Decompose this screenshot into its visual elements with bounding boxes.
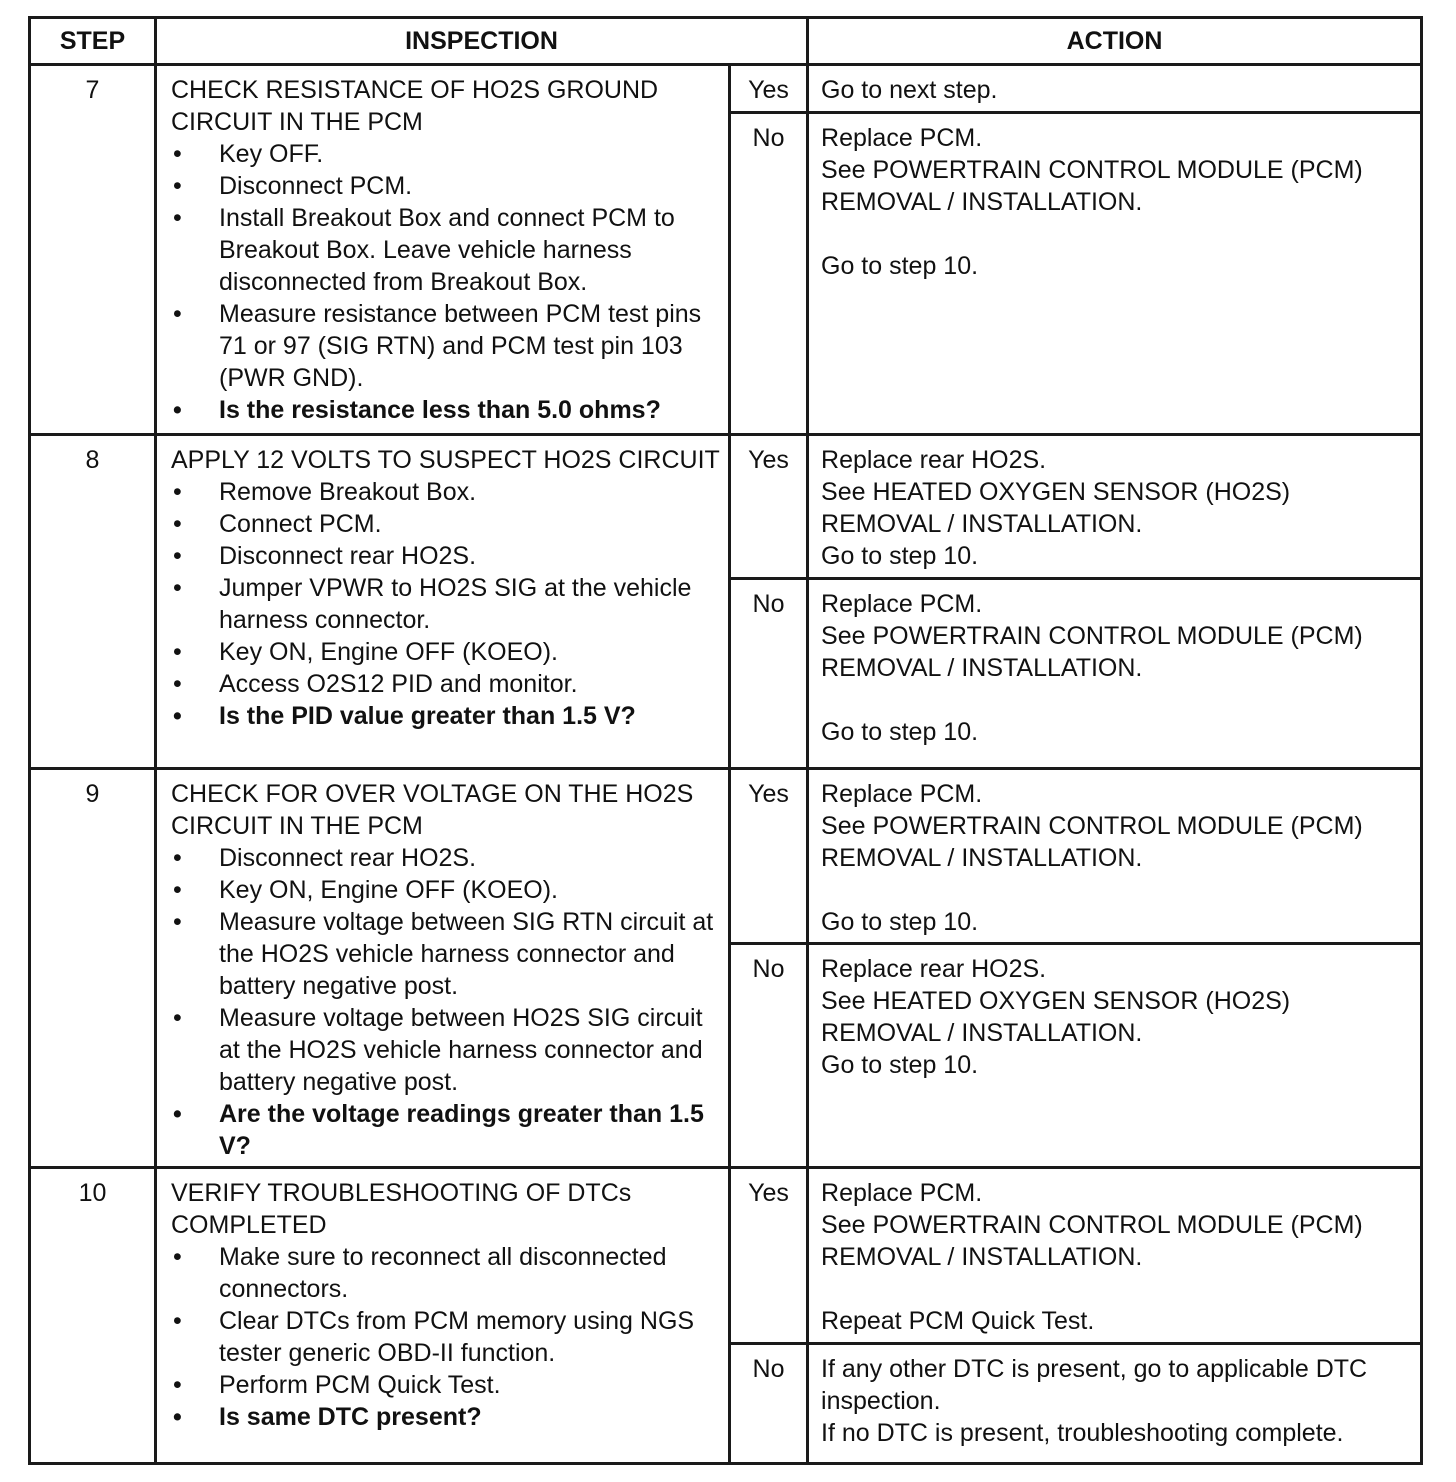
- header-inspection: INSPECTION: [156, 18, 808, 65]
- inspection-step: • Key OFF.: [171, 138, 720, 170]
- inspection-step: • Measure resistance between PCM test pins 71 or 97 (SIG RTN) and PCM test pin 103 (PWR GND).: [171, 298, 720, 394]
- action-line: See POWERTRAIN CONTROL MODULE (PCM): [821, 1211, 1363, 1239]
- action-line: Replace rear HO2S.: [821, 446, 1047, 474]
- inspection-cell: [156, 769, 730, 1168]
- no-label: No: [730, 579, 808, 769]
- step-number: 8: [30, 435, 156, 769]
- table-body: [30, 65, 1422, 1464]
- action-line: Replace PCM.: [821, 590, 983, 618]
- no-action: [808, 113, 1422, 435]
- no-label: No: [730, 113, 808, 435]
- inspection-title: APPLY 12 VOLTS TO SUSPECT HO2S CIRCUIT: [171, 446, 720, 474]
- action-line: Replace rear HO2S.: [821, 955, 1047, 983]
- action-line: See HEATED OXYGEN SENSOR (HO2S): [821, 478, 1291, 506]
- inspection-steps: [171, 476, 720, 732]
- inspection-steps: [171, 842, 720, 1162]
- action-line: REMOVAL / INSTALLATION.: [821, 1243, 1143, 1271]
- inspection-step: • Measure voltage between SIG RTN circuit at the HO2S vehicle harness connector and battery negative post.: [171, 906, 720, 1002]
- inspection-step: • Connect PCM.: [171, 508, 720, 540]
- no-action: [808, 944, 1422, 1168]
- action-line: REMOVAL / INSTALLATION.: [821, 510, 1143, 538]
- action-line: If any other DTC is present, go to applicable DTC inspection.: [821, 1355, 1368, 1415]
- inspection-step: • Disconnect rear HO2S.: [171, 842, 720, 874]
- action-line: See HEATED OXYGEN SENSOR (HO2S): [821, 987, 1291, 1015]
- no-label: No: [730, 1344, 808, 1464]
- action-line: Go to step 10.: [821, 542, 979, 570]
- inspection-question: • Is same DTC present?: [171, 1401, 720, 1433]
- action-line: Replace PCM.: [821, 124, 983, 152]
- action-line: Replace PCM.: [821, 1179, 983, 1207]
- inspection-step: • Key ON, Engine OFF (KOEO).: [171, 874, 720, 906]
- action-line: Go to step 10.: [821, 908, 979, 936]
- inspection-cell: [156, 65, 730, 435]
- inspection-title: CHECK FOR OVER VOLTAGE ON THE HO2S CIRCUIT IN THE PCM: [171, 780, 694, 840]
- action-line: Go to step 10.: [821, 1051, 979, 1079]
- header-step: STEP: [30, 18, 156, 65]
- inspection-cell: [156, 435, 730, 769]
- inspection-step: • Jumper VPWR to HO2S SIG at the vehicle harness connector.: [171, 572, 720, 636]
- troubleshooting-page: [28, 16, 1420, 1465]
- yes-action: [808, 435, 1422, 579]
- action-line: REMOVAL / INSTALLATION.: [821, 188, 1143, 216]
- action-line: See POWERTRAIN CONTROL MODULE (PCM): [821, 812, 1363, 840]
- inspection-step: • Perform PCM Quick Test.: [171, 1369, 720, 1401]
- header-row: [30, 18, 1422, 65]
- action-line: REMOVAL / INSTALLATION.: [821, 844, 1143, 872]
- step-number: 10: [30, 1168, 156, 1464]
- yes-label: Yes: [730, 1168, 808, 1344]
- step-row-yes: [30, 65, 1422, 113]
- inspection-step: • Key ON, Engine OFF (KOEO).: [171, 636, 720, 668]
- inspection-step: • Disconnect PCM.: [171, 170, 720, 202]
- yes-label: Yes: [730, 435, 808, 579]
- action-line: Replace PCM.: [821, 780, 983, 808]
- action-line: See POWERTRAIN CONTROL MODULE (PCM): [821, 156, 1363, 184]
- step-number: 7: [30, 65, 156, 435]
- no-label: No: [730, 944, 808, 1168]
- yes-label: Yes: [730, 769, 808, 944]
- inspection-question: • Are the voltage readings greater than 1.5 V?: [171, 1098, 720, 1162]
- inspection-step: • Measure voltage between HO2S SIG circuit at the HO2S vehicle harness connector and battery negative post.: [171, 1002, 720, 1098]
- action-line: Go to step 10.: [821, 252, 979, 280]
- inspection-step: • Access O2S12 PID and monitor.: [171, 668, 720, 700]
- inspection-steps: [171, 1241, 720, 1433]
- inspection-steps: [171, 138, 720, 426]
- step-row-yes: [30, 769, 1422, 944]
- step-row-yes: [30, 435, 1422, 579]
- action-line: Repeat PCM Quick Test.: [821, 1307, 1095, 1335]
- inspection-title: VERIFY TROUBLESHOOTING OF DTCs COMPLETED: [171, 1179, 632, 1239]
- yes-label: Yes: [730, 65, 808, 113]
- troubleshooting-table: [28, 16, 1423, 1465]
- inspection-step: • Install Breakout Box and connect PCM to Breakout Box. Leave vehicle harness disconnected from Breakout Box.: [171, 202, 720, 298]
- step-row-yes: [30, 1168, 1422, 1344]
- action-line: Go to next step.: [821, 76, 998, 104]
- no-action: [808, 579, 1422, 769]
- spacer: [821, 684, 1414, 716]
- spacer: [821, 218, 1414, 250]
- yes-action: [808, 65, 1422, 113]
- spacer: [821, 874, 1414, 906]
- action-line: Go to step 10.: [821, 718, 979, 746]
- yes-action: [808, 1168, 1422, 1344]
- action-line: If no DTC is present, troubleshooting complete.: [821, 1419, 1344, 1447]
- inspection-question: • Is the PID value greater than 1.5 V?: [171, 700, 720, 732]
- inspection-title: CHECK RESISTANCE OF HO2S GROUND CIRCUIT IN THE PCM: [171, 76, 659, 136]
- inspection-cell: [156, 1168, 730, 1464]
- inspection-step: • Disconnect rear HO2S.: [171, 540, 720, 572]
- spacer: [821, 1273, 1414, 1305]
- action-line: REMOVAL / INSTALLATION.: [821, 654, 1143, 682]
- inspection-step: • Remove Breakout Box.: [171, 476, 720, 508]
- inspection-step: • Clear DTCs from PCM memory using NGS tester generic OBD-II function.: [171, 1305, 720, 1369]
- header-action: ACTION: [808, 18, 1422, 65]
- no-action: [808, 1344, 1422, 1464]
- action-line: See POWERTRAIN CONTROL MODULE (PCM): [821, 622, 1363, 650]
- inspection-question: • Is the resistance less than 5.0 ohms?: [171, 394, 720, 426]
- yes-action: [808, 769, 1422, 944]
- step-number: 9: [30, 769, 156, 1168]
- action-line: REMOVAL / INSTALLATION.: [821, 1019, 1143, 1047]
- inspection-step: • Make sure to reconnect all disconnected connectors.: [171, 1241, 720, 1305]
